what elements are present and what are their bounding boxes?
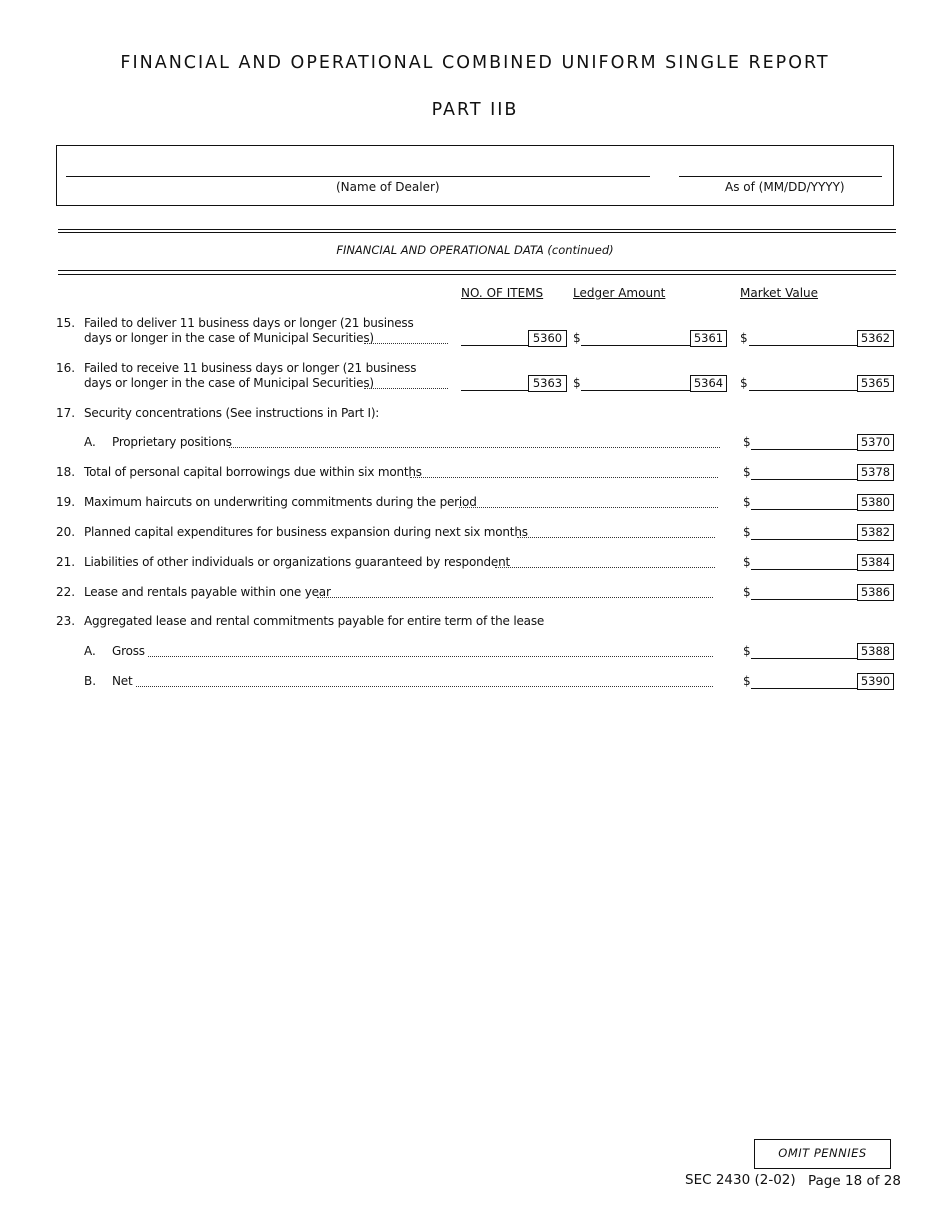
code-box: 5384	[857, 554, 894, 571]
line-text: Failed to deliver 11 business days or longer (21 business	[84, 316, 414, 330]
dollar-sign: $	[573, 331, 581, 345]
form-number: SEC 2430 (2-02)	[685, 1172, 796, 1188]
line-number: 19.	[56, 495, 76, 509]
line-number: 22.	[56, 585, 76, 599]
dollar-sign: $	[743, 674, 751, 688]
as-of-date-caption: As of (MM/DD/YYYY)	[725, 180, 845, 194]
section-title: FINANCIAL AND OPERATIONAL DATA (continued)	[336, 243, 614, 257]
line-number: 18.	[56, 465, 76, 479]
code-box: 5390	[857, 673, 894, 690]
leader-dots	[517, 537, 715, 538]
line-number: 21.	[56, 555, 76, 569]
market-value-field[interactable]	[751, 599, 859, 600]
page-number: Page 18 of 28	[808, 1173, 901, 1189]
code-box: 5360	[528, 330, 567, 347]
market-value-field[interactable]	[751, 569, 859, 570]
market-value-field[interactable]	[749, 345, 859, 346]
market-value-field[interactable]	[751, 479, 859, 480]
items-field[interactable]	[461, 345, 529, 346]
column-header-items: NO. OF ITEMS	[461, 286, 544, 300]
line-text: days or longer in the case of Municipal Securities)	[84, 376, 374, 390]
dollar-sign: $	[743, 495, 751, 509]
dollar-sign: $	[740, 376, 748, 390]
dollar-sign: $	[743, 555, 751, 569]
dollar-sign: $	[740, 331, 748, 345]
code-box: 5362	[857, 330, 894, 347]
dollar-sign: $	[743, 585, 751, 599]
market-value-field[interactable]	[751, 509, 859, 510]
line-letter: B.	[84, 674, 97, 688]
section-rule-bottom-1	[58, 270, 896, 271]
market-value-field[interactable]	[749, 390, 859, 391]
dealer-name-caption: (Name of Dealer)	[336, 180, 440, 194]
code-box: 5363	[528, 375, 567, 392]
dollar-sign: $	[743, 525, 751, 539]
ledger-amount-field[interactable]	[581, 390, 691, 391]
leader-dots	[459, 507, 718, 508]
column-header-ledger: Ledger Amount	[573, 286, 666, 300]
line-number: 15.	[56, 316, 76, 330]
section-rule-bottom-2	[58, 274, 896, 275]
ledger-amount-field[interactable]	[581, 345, 691, 346]
code-box: 5370	[857, 434, 894, 451]
dollar-sign: $	[743, 465, 751, 479]
column-header-market: Market Value	[740, 286, 819, 300]
code-box: 5364	[690, 375, 727, 392]
leader-dots	[364, 343, 448, 344]
line-text: Total of personal capital borrowings due within six months	[84, 465, 422, 479]
line-text: Gross	[112, 644, 145, 658]
line-number: 23.	[56, 614, 76, 628]
line-text: Failed to receive 11 business days or longer (21 business	[84, 361, 417, 375]
dollar-sign: $	[743, 644, 751, 658]
omit-pennies-note: OMIT PENNIES	[754, 1139, 891, 1169]
dollar-sign: $	[573, 376, 581, 390]
line-text: days or longer in the case of Municipal Securities)	[84, 331, 374, 345]
dealer-name-field[interactable]	[66, 176, 650, 177]
line-text: Liabilities of other individuals or organizations guaranteed by respondent	[84, 555, 511, 569]
line-letter: A.	[84, 644, 96, 658]
market-value-field[interactable]	[751, 539, 859, 540]
report-title: FINANCIAL AND OPERATIONAL COMBINED UNIFORM SINGLE REPORT	[120, 53, 830, 73]
code-box: 5378	[857, 464, 894, 481]
leader-dots	[136, 686, 713, 687]
part-title: PART IIB	[431, 100, 519, 120]
line-text: Maximum haircuts on underwriting commitments during the period	[84, 495, 477, 509]
line-text: Security concentrations (See instructions in Part I):	[84, 406, 380, 420]
leader-dots	[364, 388, 448, 389]
code-box: 5388	[857, 643, 894, 660]
leader-dots	[229, 447, 720, 448]
code-box: 5361	[690, 330, 727, 347]
dollar-sign: $	[743, 435, 751, 449]
line-number: 17.	[56, 406, 76, 420]
section-rule-top-2	[58, 232, 896, 233]
market-value-field[interactable]	[751, 688, 859, 689]
code-box: 5380	[857, 494, 894, 511]
section-rule-top-1	[58, 229, 896, 230]
market-value-field[interactable]	[751, 658, 859, 659]
leader-dots	[317, 597, 713, 598]
line-text: Net	[112, 674, 133, 688]
leader-dots	[495, 567, 715, 568]
market-value-field[interactable]	[751, 449, 859, 450]
line-text: Lease and rentals payable within one year	[84, 585, 331, 599]
leader-dots	[148, 656, 713, 657]
line-text: Aggregated lease and rental commitments payable for entire term of the lease	[84, 614, 545, 628]
items-field[interactable]	[461, 390, 529, 391]
line-text: Proprietary positions	[112, 435, 232, 449]
code-box: 5382	[857, 524, 894, 541]
code-box: 5386	[857, 584, 894, 601]
line-letter: A.	[84, 435, 96, 449]
line-number: 16.	[56, 361, 76, 375]
line-number: 20.	[56, 525, 76, 539]
as-of-date-field[interactable]	[679, 176, 882, 177]
line-text: Planned capital expenditures for business expansion during next six months	[84, 525, 528, 539]
code-box: 5365	[857, 375, 894, 392]
leader-dots	[410, 477, 718, 478]
